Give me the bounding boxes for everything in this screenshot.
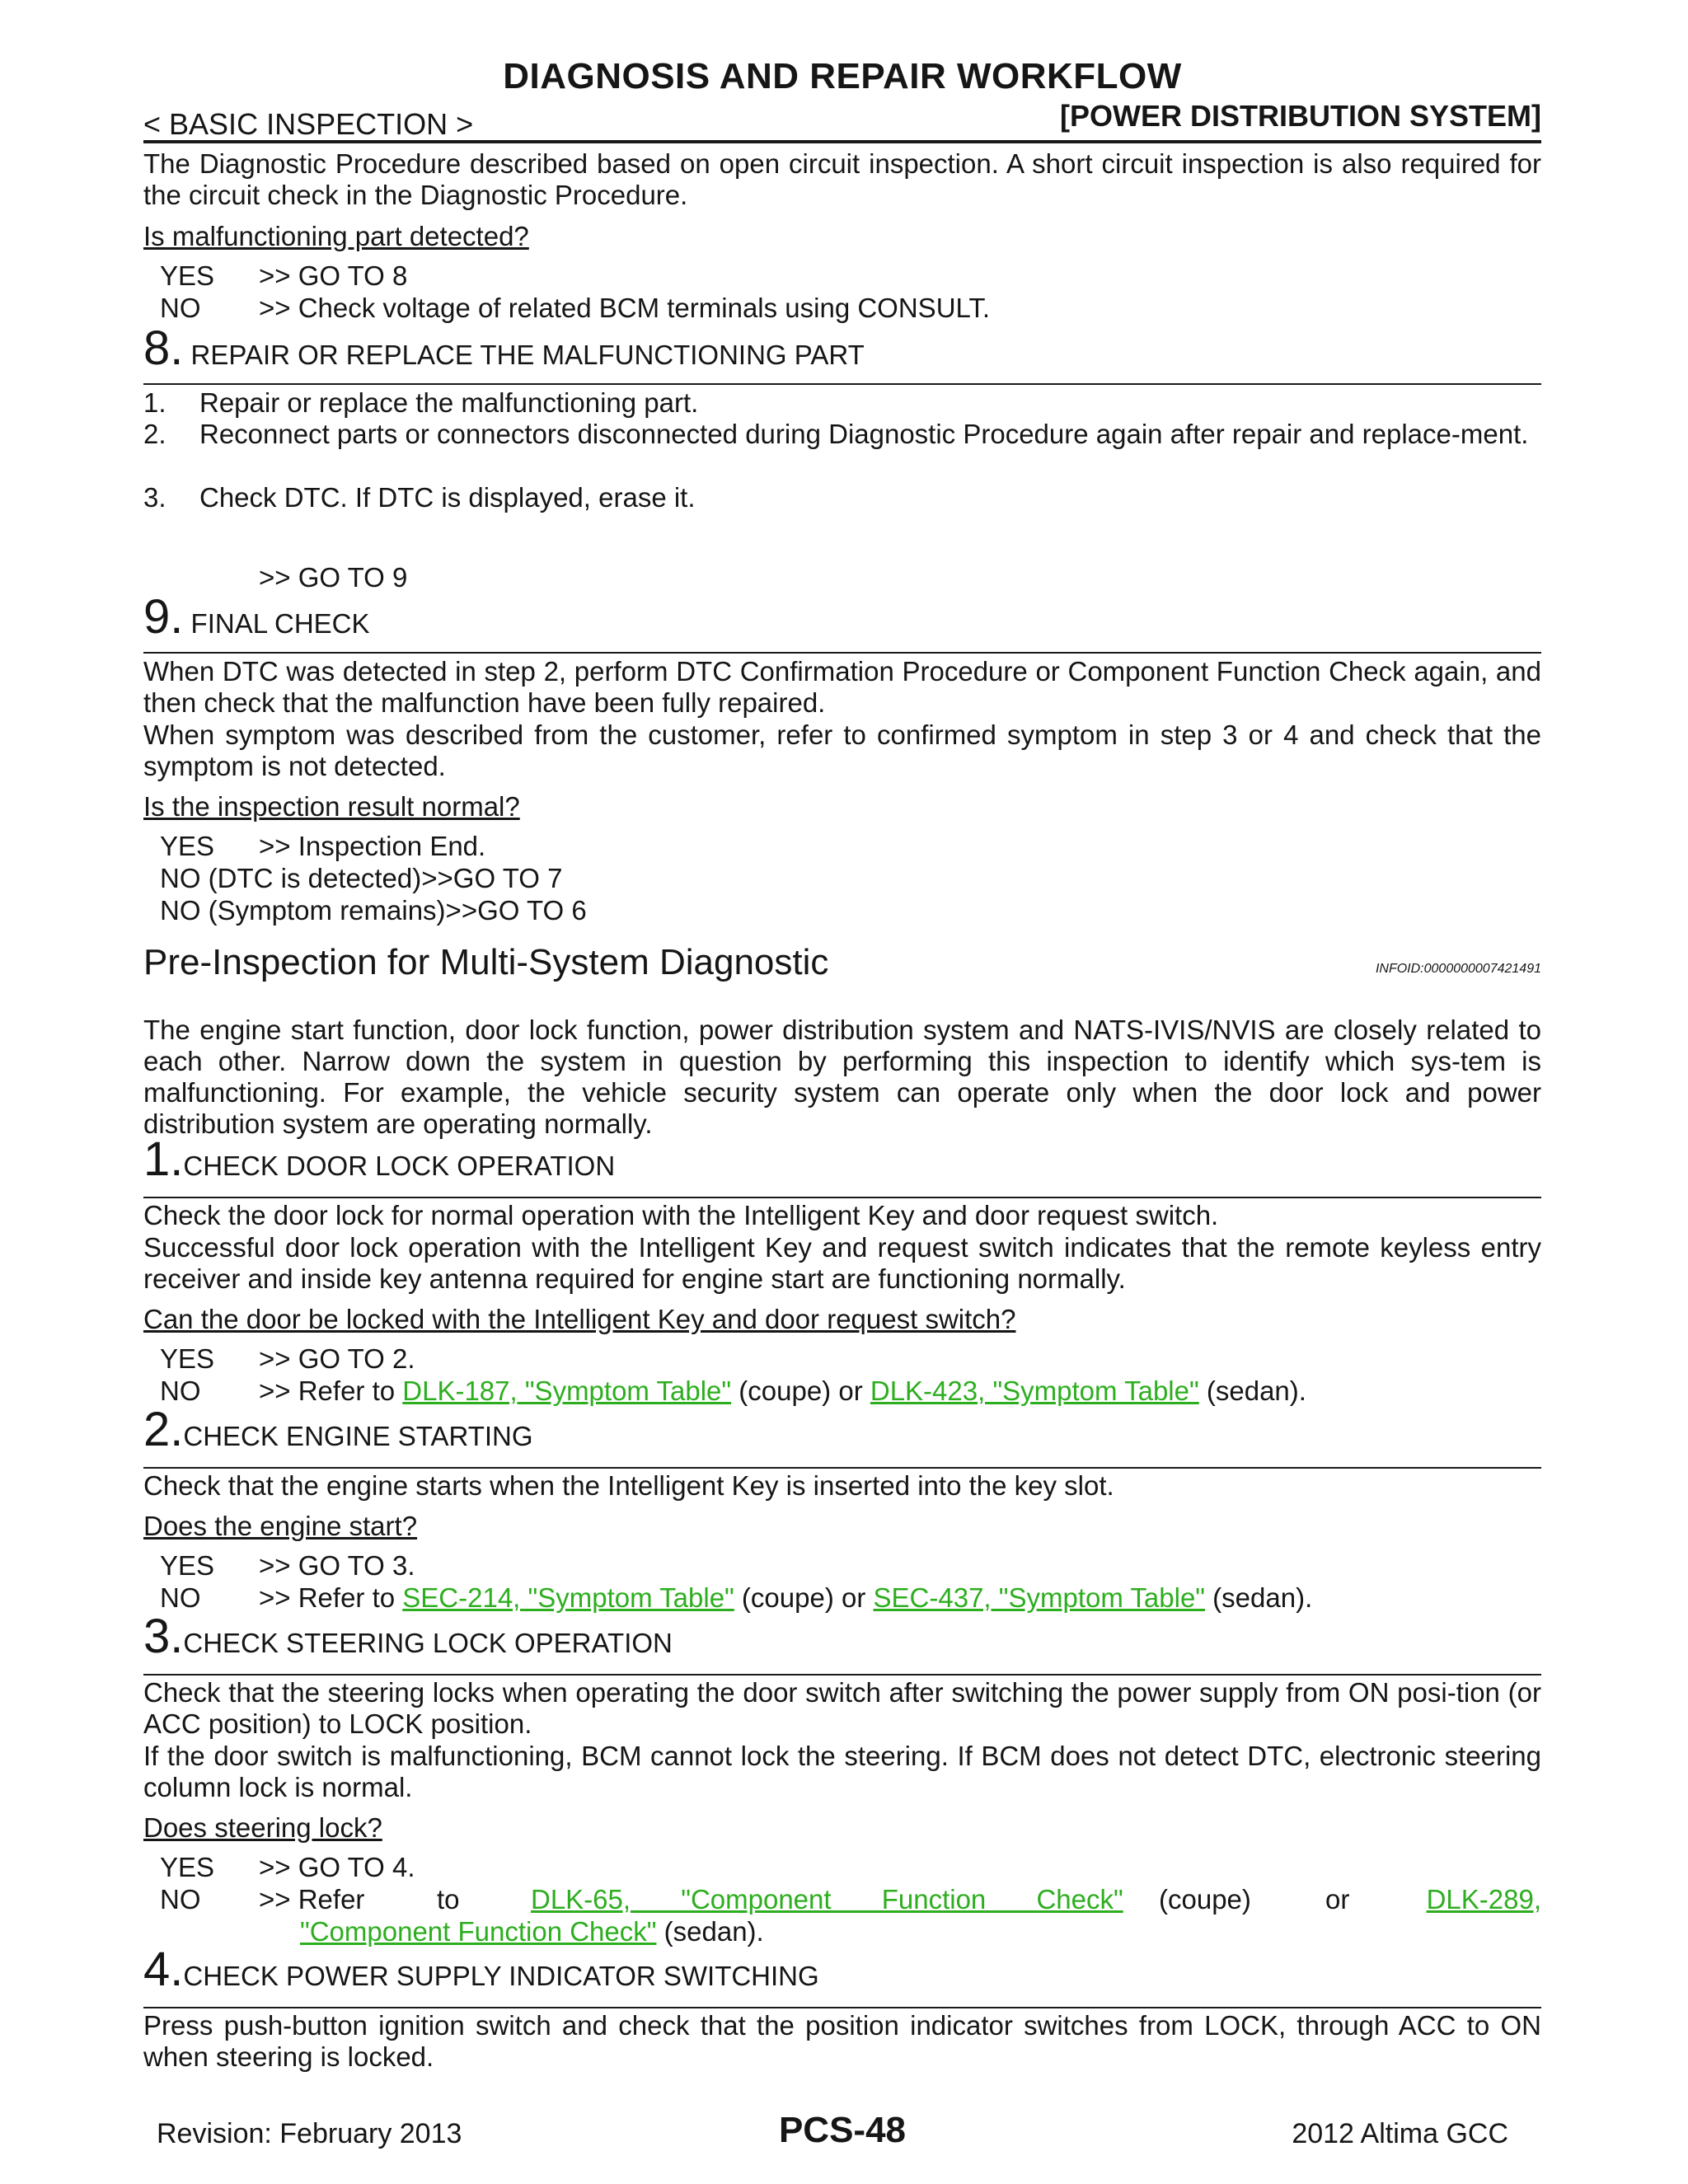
refer-mid: (coupe) [1159,1884,1251,1915]
step-title: CHECK ENGINE STARTING [183,1421,533,1451]
refer-post: (sedan). [1198,1376,1306,1406]
answer-yes-value: >> GO TO 8 [259,260,408,291]
check-2-question: Does the engine start? [143,1511,418,1541]
check-3-yes-row [143,1852,1541,1883]
refer-text: >> Refer to [259,1376,403,1406]
check-1-no-row [143,1376,1541,1407]
check-3-text-2: If the door switch is malfunctioning, BCM cannot lock the steering. If BCM does not detect DTC, electronic steering column lock is normal. [143,1741,1541,1802]
answer-yes-value: >> GO TO 2. [259,1343,415,1374]
answer-no-key: NO [160,1884,201,1915]
check-4-text: Press push-button ignition switch and check that the position indicator switches from LOCK, through ACC to ON when steering is locked. [143,2010,1541,2072]
step-number: 2. [143,1403,184,1456]
step-divider [143,383,1541,385]
step-number: 8. [143,321,184,375]
step-divider [143,1197,1541,1198]
check-4-heading [143,1943,819,1996]
link-sec-214[interactable]: SEC-214, "Symptom Table" [402,1582,734,1613]
link-dlk-187[interactable]: DLK-187, "Symptom Table" [402,1376,732,1406]
check-1-text-2: Successful door lock operation with the Intelligent Key and request switch indicates that the remote keyless entry receiver and inside key antenna required for engine start are functioning normally. [143,1232,1541,1294]
answer-yes-key: YES [160,1550,215,1581]
list-number: 1. [143,387,166,418]
check-1-heading [143,1132,616,1186]
step-title: CHECK DOOR LOCK OPERATION [183,1151,616,1181]
step-8-heading [143,321,865,375]
step-9-text-1: When DTC was detected in step 2, perform DTC Confirmation Procedure or Component Function Check again, and then check that the malfunction have been fully repaired. [143,656,1541,718]
check-1-yes-row [143,1343,1541,1375]
refer-post: (sedan). [656,1916,764,1947]
answer-yes-value: >> GO TO 3. [259,1550,415,1581]
page-number: PCS-48 [778,2110,907,2150]
page-title: DIAGNOSIS AND REPAIR WORKFLOW [503,56,1182,96]
step-number: 3. [143,1610,184,1663]
refer-mid: (coupe) or [734,1582,874,1613]
refer-to: to [437,1884,460,1915]
check-3-no-row [143,1884,1541,1915]
system-label: [POWER DISTRIBUTION SYSTEM] [1060,99,1541,133]
intro-text: The Diagnostic Procedure described based on open circuit inspection. A short circuit inspection is also required for the circuit check in the Diagnostic Procedure. [143,148,1541,210]
answer-yes-key: YES [160,1343,215,1374]
step-9-text-2: When symptom was described from the customer, refer to confirmed symptom in step 3 or 4 and check that the symptom is not detected. [143,719,1541,781]
link-sec-437[interactable]: SEC-437, "Symptom Table" [873,1582,1206,1613]
check-3-heading [143,1610,673,1663]
link-dlk-423[interactable]: DLK-423, "Symptom Table" [870,1376,1199,1406]
refer-or: or [1325,1884,1350,1915]
answer-no-key: NO [160,1582,201,1613]
answer-no-value [259,1376,1306,1407]
step-divider [143,1674,1541,1675]
step-title: CHECK STEERING LOCK OPERATION [183,1628,673,1658]
header-divider [143,140,1541,143]
refer-text: >> Refer [259,1884,365,1915]
list-item [143,419,1541,481]
link-dlk-289-title[interactable]: "Component Function Check" [300,1916,657,1947]
step-divider [143,652,1541,654]
check-1-text-1: Check the door lock for normal operation with the Intelligent Key and door request switch. [143,1200,1219,1230]
check-3-text-1: Check that the steering locks when operating the door switch after switching the power supply from ON posi-tion (or ACC position) to LOCK position. [143,1677,1541,1739]
vehicle-model: 2012 Altima GCC [1292,2118,1508,2149]
step-title: FINAL CHECK [190,608,370,639]
step-divider [143,1467,1541,1469]
step-number: 4. [143,1943,184,1996]
list-item [143,387,1541,419]
answer-no-key: NO [160,293,201,323]
check-2-heading [143,1403,533,1456]
step-8-goto: >> GO TO 9 [259,562,408,593]
section-title: Pre-Inspection for Multi-System Diagnostic [143,942,829,982]
step-number: 1. [143,1132,184,1186]
step-9-yes-row [143,831,1541,862]
answer-no-value: >> Check voltage of related BCM terminals using CONSULT. [259,293,991,323]
check-2-yes-row [143,1550,1541,1582]
step-divider [143,2007,1541,2008]
list-text: Check DTC. If DTC is displayed, erase it. [199,482,696,513]
answer-yes-key: YES [160,831,215,861]
link-dlk-289[interactable]: DLK-289, [1426,1884,1541,1915]
section-label: < BASIC INSPECTION > [143,107,474,141]
refer-text: >> Refer to [259,1582,403,1613]
intro-yes-row [143,260,1541,292]
step-9-question: Is the inspection result normal? [143,791,520,822]
step-number: 9. [143,590,184,644]
answer-no-dtc: NO (DTC is detected)>>GO TO 7 [160,863,563,893]
answer-yes-value: >> Inspection End. [259,831,486,861]
check-3-question: Does steering lock? [143,1812,382,1843]
answer-no-value [259,1582,1312,1614]
list-number: 2. [143,419,166,449]
answer-yes-value: >> GO TO 4. [259,1852,415,1882]
answer-yes-key: YES [160,260,215,291]
revision-date: Revision: February 2013 [157,2118,462,2149]
refer-mid: (coupe) or [731,1376,870,1406]
info-id: INFOID:0000000007421491 [1375,962,1541,976]
intro-no-row [143,293,1541,324]
answer-yes-key: YES [160,1852,215,1882]
refer-post: (sedan). [1205,1582,1313,1613]
step-title: REPAIR OR REPLACE THE MALFUNCTIONING PART [190,340,865,370]
intro-question: Is malfunctioning part detected? [143,221,529,251]
list-item [143,482,1541,513]
step-title: CHECK POWER SUPPLY INDICATOR SWITCHING [183,1961,819,1991]
link-dlk-65[interactable]: DLK-65, "Component Function Check" [531,1884,1123,1915]
answer-no-key: NO [160,1376,201,1406]
step-9-heading [143,590,370,644]
pre-inspection-text: The engine start function, door lock function, power distribution system and NATS-IVIS/NVIS are closely related to each other. Narrow down the system in question by performing this inspection to identify which sys-tem is malfunctioning. For example, the vehicle security system can operate only when the door lock and power distribution system are operating normally. [143,1015,1541,1139]
check-2-text: Check that the engine starts when the Intelligent Key is inserted into the key slot. [143,1470,1114,1501]
answer-no-symptom: NO (Symptom remains)>>GO TO 6 [160,895,587,926]
list-text: Repair or replace the malfunctioning part. [199,387,699,418]
list-number: 3. [143,482,166,513]
check-1-question: Can the door be locked with the Intelligent Key and door request switch? [143,1304,1016,1334]
check-3-no-row-cont [300,1916,764,1947]
list-text: Reconnect parts or connectors disconnected during Diagnostic Procedure again after repair and replace-ment. [199,419,1529,449]
check-2-no-row [143,1582,1541,1614]
